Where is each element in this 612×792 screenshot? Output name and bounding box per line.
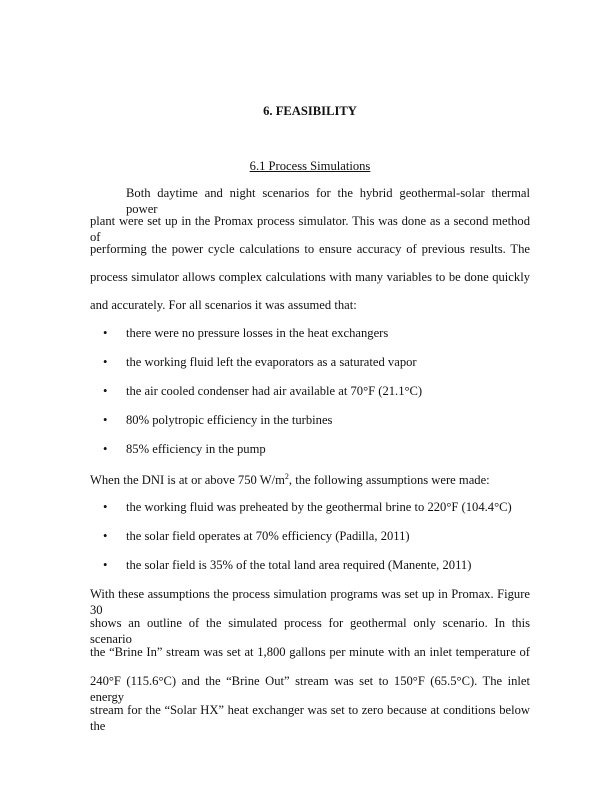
subsection-heading — [90, 158, 530, 174]
bullet-text: the working fluid was preheated by the geothermal brine to 220°F (104.4°C) — [126, 500, 512, 514]
para2-line: stream for the “Solar HX” heat exchanger was set to zero because at conditions below the — [90, 703, 530, 733]
para2-line: With these assumptions the process simulation programs was set up in Promax. Figure 30 — [90, 587, 530, 617]
bullet-item — [103, 441, 543, 457]
dni-text: , the following assumptions were made: — [288, 473, 490, 488]
bullet-item — [103, 557, 543, 573]
bullet-icon: • — [103, 500, 108, 514]
para2-line: the “Brine In” stream was set at 1,800 gallons per minute with an inlet temperature of — [90, 645, 530, 659]
bullet-text: there were no pressure losses in the heat exchangers — [126, 326, 389, 340]
subheading-text: 6.1 Process Simulations — [249, 159, 371, 173]
bullet-text: 80% polytropic efficiency in the turbines — [126, 413, 333, 427]
bullet-icon: • — [103, 384, 108, 398]
bullet-item — [103, 383, 543, 399]
para2-line: 240°F (115.6°C) and the “Brine Out” stream was set to 150°F (65.5°C). The inlet energy — [90, 674, 530, 704]
para1-line: Both daytime and night scenarios for the hybrid geothermal-solar thermal power — [126, 186, 530, 216]
bullet-icon: • — [103, 326, 108, 340]
bullet-text: the solar field operates at 70% efficiency (Padilla, 2011) — [126, 529, 410, 543]
bullet-icon: • — [103, 558, 108, 572]
para1-line: plant were set up in the Promax process simulator. This was done as a second method of — [90, 214, 530, 244]
section-heading — [90, 103, 530, 119]
bullet-icon: • — [103, 355, 108, 369]
dni-text: When the DNI is at or above 750 W/m — [90, 473, 285, 488]
superscript: 2 — [284, 472, 289, 481]
para1-line: performing the power cycle calculations to ensure accuracy of previous results. The — [90, 242, 530, 256]
para1-line: process simulator allows complex calculations with many variables to be done quickly — [90, 270, 530, 284]
bullet-text: 85% efficiency in the pump — [126, 442, 266, 456]
bullet-icon: • — [103, 529, 108, 543]
bullet-item — [103, 412, 543, 428]
bullet-text: the working fluid left the evaporators as a saturated vapor — [126, 355, 417, 369]
bullet-item — [103, 354, 543, 370]
heading-text: 6. FEASIBILITY — [263, 104, 357, 118]
bullet-icon: • — [103, 442, 108, 456]
bullet-item — [103, 499, 543, 515]
para1-line: and accurately. For all scenarios it was assumed that: — [90, 298, 357, 312]
para2-line: shows an outline of the simulated process for geothermal only scenario. In this scenario — [90, 616, 530, 646]
bullet-text: the air cooled condenser had air available at 70°F (21.1°C) — [126, 384, 423, 398]
dni-line — [90, 469, 530, 488]
bullet-icon: • — [103, 413, 108, 427]
bullet-item — [103, 528, 543, 544]
bullet-text: the solar field is 35% of the total land area required (Manente, 2011) — [126, 558, 472, 572]
bullet-item — [103, 325, 543, 341]
